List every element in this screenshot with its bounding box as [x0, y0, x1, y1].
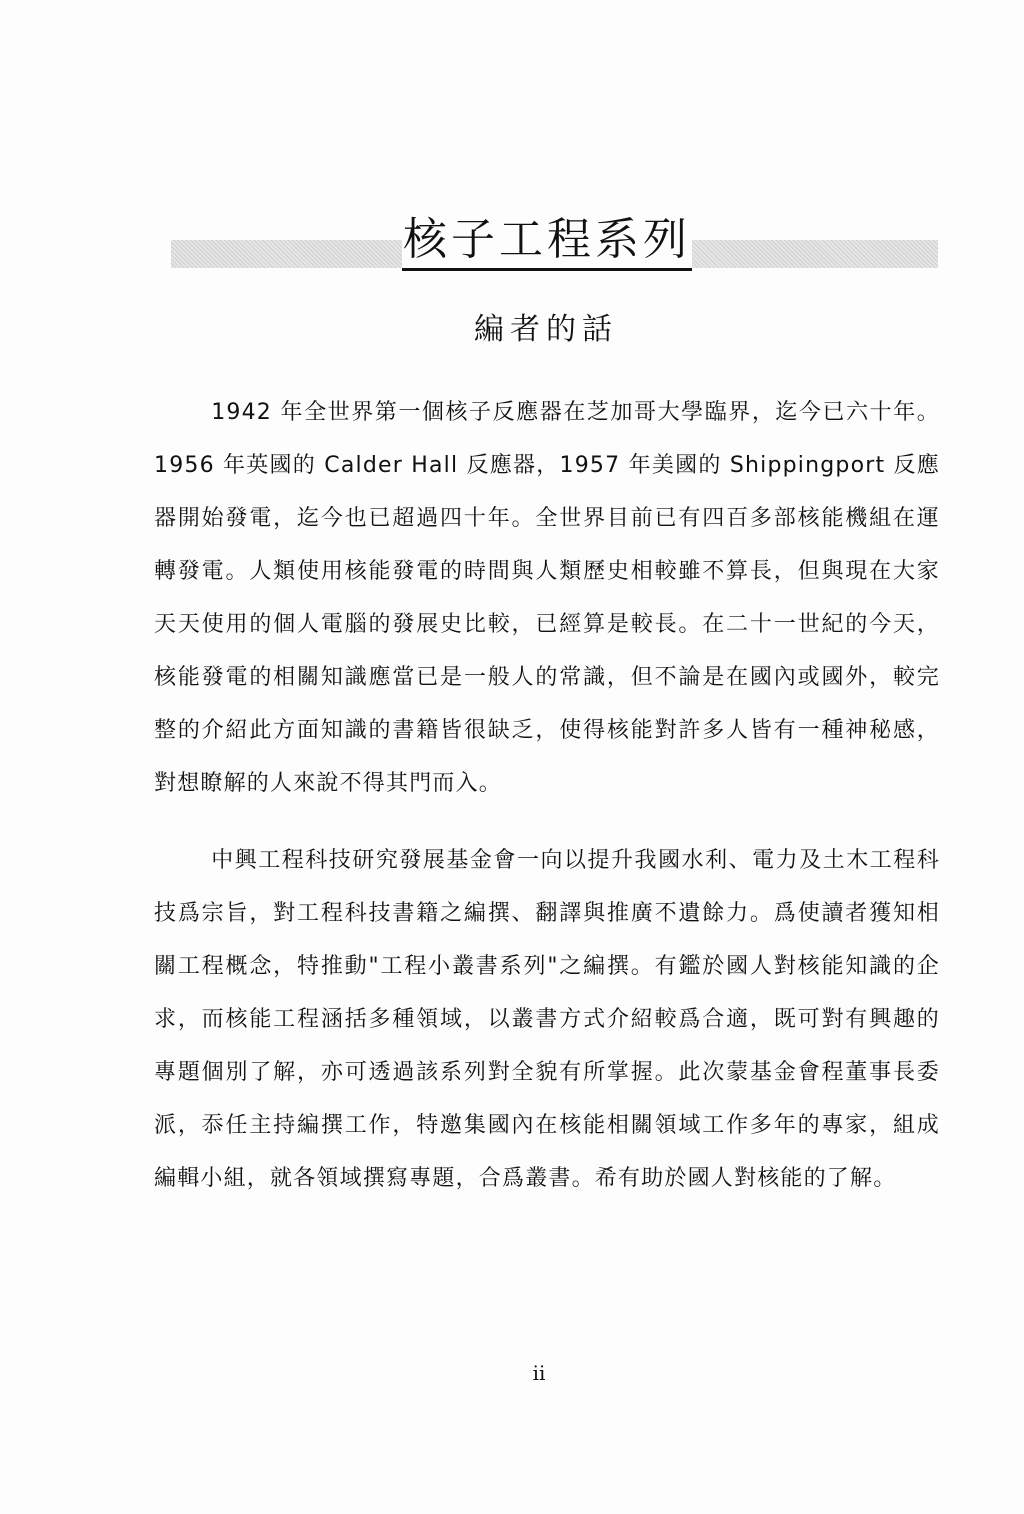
subtitle: 編者的話: [474, 312, 618, 347]
paragraph-2: 中興工程科技研究發展基金會一向以提升我國水利、電力及土木工程科技爲宗旨，對工程科技書籍之編撰、翻譯與推廣不遺餘力。爲使讀者獲知相關工程概念，特推動"工程小叢書系列"之編撰。有鑑於國人對核能知識的企求，而核能工程涵括多種領域，以叢書方式介紹較爲合適，既可對有興趣的專題個別了解，亦可透過該系列對全貌有所掌握。此次蒙基金會程董事長委派，忝任主持編撰工作，特邀集國內在核能相關領域工作多年的專家，組成編輯小組，就各領域撰寫專題，合爲叢書。希有助於國人對核能的了解。: [154, 848, 940, 1191]
paragraph-1: 1942 年全世界第一個核子反應器在芝加哥大學臨界，迄今已六十年。1956 年英國的 Calder Hall 反應器，1957 年美國的 Shippingport 反應器開始發電，迄今也已超過四十年。全世界目前已有四百多部核能機組在運轉發電。人類使用核能發電的時間與人類歷史相較雖不算長，但與現在大家天天使用的個人電腦的發展史比較，已經算是較長。在二十一世紀的今天，核能發電的相關知識應當已是一般人的常識，但不論是在國內或國外，較完整的介紹此方面知識的書籍皆很缺乏，使得核能對許多人皆有一種神秘感，對想瞭解的人來說不得其門而入。: [154, 400, 940, 796]
series-title: 核子工程系列: [402, 212, 692, 271]
page-number: ii: [532, 1361, 546, 1385]
